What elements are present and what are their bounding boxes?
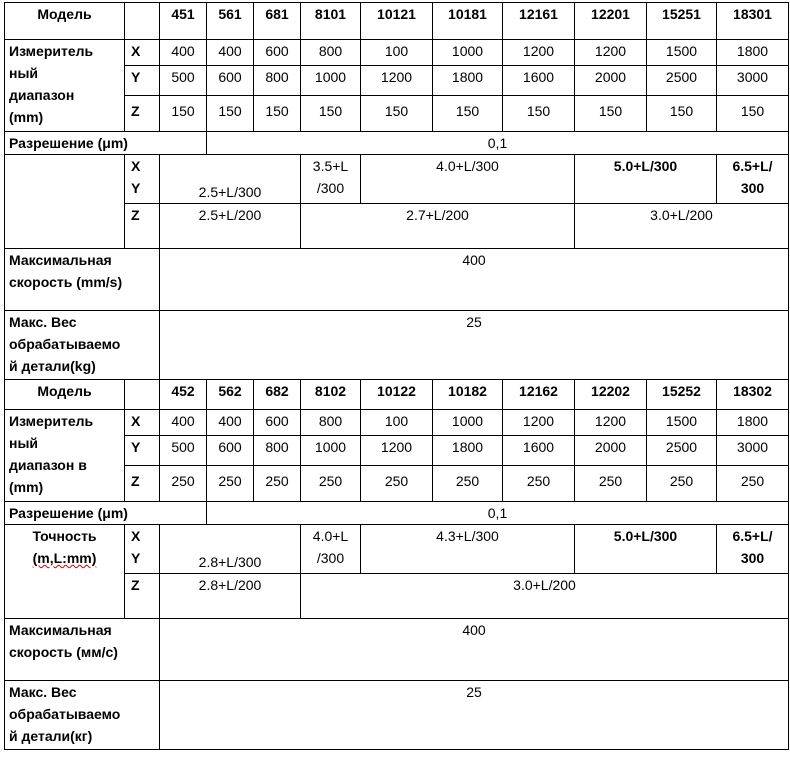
t1-y-cell: 600 bbox=[207, 66, 254, 96]
t2-z-cell: 250 bbox=[575, 466, 647, 502]
t2-resolution-row bbox=[5, 502, 789, 525]
t2-accuracy-xy-cell: 4.3+L/300 bbox=[361, 525, 575, 574]
t1-x-cell: 1800 bbox=[717, 40, 789, 66]
t1-y-cell: 1600 bbox=[503, 66, 575, 96]
t2-x-cell: 600 bbox=[254, 410, 301, 436]
t1-model-cell: 12201 bbox=[575, 3, 647, 40]
t1-model-cell: 451 bbox=[160, 3, 207, 40]
t2-z-cell: 250 bbox=[254, 466, 301, 502]
t1-z-cell: 150 bbox=[207, 96, 254, 132]
t1-z-cell: 150 bbox=[647, 96, 717, 132]
t2-model-cell: 12202 bbox=[575, 380, 647, 410]
t2-x-cell: 100 bbox=[361, 410, 433, 436]
t2-model-cell: 12162 bbox=[503, 380, 575, 410]
t1-z-cell: 150 bbox=[301, 96, 361, 132]
t1-range-label: Измеритель ный диапазон (mm) bbox=[5, 40, 125, 132]
t2-resolution-label: Разрешение (μm) bbox=[5, 502, 207, 525]
t2-z-cell: 250 bbox=[717, 466, 789, 502]
t1-model-cell: 18301 bbox=[717, 3, 789, 40]
t1-x-cell: 100 bbox=[361, 40, 433, 66]
t2-z-cell: 250 bbox=[301, 466, 361, 502]
t1-model-cell: 681 bbox=[254, 3, 301, 40]
t1-accuracy-xy-row bbox=[5, 155, 789, 204]
t2-model-cell: 10182 bbox=[433, 380, 503, 410]
t2-accuracy-xy-row bbox=[5, 525, 789, 574]
t1-accuracy-xy-cell: 4.0+L/300 bbox=[361, 155, 575, 204]
t1-speed-label: Максимальная скорость (mm/s) bbox=[5, 249, 160, 311]
t1-y-cell: 2000 bbox=[575, 66, 647, 96]
t1-z-cell: 150 bbox=[361, 96, 433, 132]
t2-resolution-value: 0,1 bbox=[207, 502, 789, 525]
t1-model-cell: 12161 bbox=[503, 3, 575, 40]
t1-weight-label: Макс. Вес обрабатываемо й детали(kg) bbox=[5, 311, 160, 380]
t1-z-cell: 150 bbox=[160, 96, 207, 132]
t2-model-cell: 452 bbox=[160, 380, 207, 410]
t1-model-cell: 10181 bbox=[433, 3, 503, 40]
t2-model-cell: 8102 bbox=[301, 380, 361, 410]
t2-x-cell: 1000 bbox=[433, 410, 503, 436]
t1-weight-value: 25 bbox=[160, 311, 789, 380]
t2-accuracy-xy-cell: 4.0+L /300 bbox=[301, 525, 361, 574]
t2-x-cell: 800 bbox=[301, 410, 361, 436]
t2-x-cell: 400 bbox=[160, 410, 207, 436]
t1-z-cell: 150 bbox=[575, 96, 647, 132]
t1-x-cell: 1000 bbox=[433, 40, 503, 66]
t2-axis-y: Y bbox=[125, 436, 160, 466]
t2-weight-value: 25 bbox=[160, 681, 789, 750]
t1-x-row bbox=[5, 40, 789, 66]
t1-speed-value: 400 bbox=[160, 249, 789, 311]
t1-accuracy-axes-xy: X Y bbox=[125, 155, 160, 204]
t1-model-cell: 561 bbox=[207, 3, 254, 40]
t2-x-cell: 1800 bbox=[717, 410, 789, 436]
spec-table bbox=[4, 2, 789, 750]
t1-y-cell: 1200 bbox=[361, 66, 433, 96]
t2-weight-row bbox=[5, 681, 789, 750]
t1-x-cell: 600 bbox=[254, 40, 301, 66]
t2-speed-row bbox=[5, 619, 789, 681]
t2-y-cell: 2000 bbox=[575, 436, 647, 466]
t1-x-cell: 1200 bbox=[503, 40, 575, 66]
t1-y-cell: 800 bbox=[254, 66, 301, 96]
t2-model-label: Модель bbox=[5, 380, 125, 410]
t1-y-cell: 1800 bbox=[433, 66, 503, 96]
t2-y-cell: 1200 bbox=[361, 436, 433, 466]
t2-z-cell: 250 bbox=[207, 466, 254, 502]
t1-model-cell: 15251 bbox=[647, 3, 717, 40]
t1-accuracy-label bbox=[5, 155, 125, 249]
t1-weight-row bbox=[5, 311, 789, 380]
t1-x-cell: 400 bbox=[160, 40, 207, 66]
t2-y-cell: 2500 bbox=[647, 436, 717, 466]
t1-accuracy-z-cell: 2.7+L/200 bbox=[301, 204, 575, 249]
t1-resolution-label: Разрешение (μm) bbox=[5, 132, 207, 155]
t2-model-row bbox=[5, 380, 789, 410]
t1-model-label: Модель bbox=[5, 3, 125, 40]
t2-z-cell: 250 bbox=[160, 466, 207, 502]
t2-y-cell: 1800 bbox=[433, 436, 503, 466]
t1-accuracy-z-cell: 2.5+L/200 bbox=[160, 204, 301, 249]
t2-speed-value: 400 bbox=[160, 619, 789, 681]
t2-y-cell: 800 bbox=[254, 436, 301, 466]
t1-resolution-row bbox=[5, 132, 789, 155]
t2-y-cell: 1600 bbox=[503, 436, 575, 466]
t2-range-label: Измеритель ный диапазон в (mm) bbox=[5, 410, 125, 502]
t2-x-row bbox=[5, 410, 789, 436]
t1-speed-row bbox=[5, 249, 789, 311]
t1-accuracy-xy-cell: 2.5+L/300 bbox=[160, 155, 301, 204]
t1-z-cell: 150 bbox=[503, 96, 575, 132]
t1-model-cell: 8101 bbox=[301, 3, 361, 40]
t2-model-cell: 10122 bbox=[361, 380, 433, 410]
t1-model-row bbox=[5, 3, 789, 40]
t2-z-cell: 250 bbox=[647, 466, 717, 502]
t1-x-cell: 400 bbox=[207, 40, 254, 66]
t2-accuracy-xy-cell: 5.0+L/300 bbox=[575, 525, 717, 574]
t2-y-cell: 500 bbox=[160, 436, 207, 466]
t1-accuracy-z-cell: 3.0+L/200 bbox=[575, 204, 789, 249]
t2-speed-label: Максимальная скорость (мм/с) bbox=[5, 619, 160, 681]
t1-y-cell: 3000 bbox=[717, 66, 789, 96]
t2-z-cell: 250 bbox=[433, 466, 503, 502]
t1-x-cell: 800 bbox=[301, 40, 361, 66]
t2-accuracy-xy-cell: 2.8+L/300 bbox=[160, 525, 301, 574]
t2-z-cell: 250 bbox=[361, 466, 433, 502]
t1-model-cell: 10121 bbox=[361, 3, 433, 40]
t2-model-cell: 562 bbox=[207, 380, 254, 410]
t2-accuracy-xy-cell: 6.5+L/ 300 bbox=[717, 525, 789, 574]
t1-y-cell: 500 bbox=[160, 66, 207, 96]
t1-axis-x: X bbox=[125, 40, 160, 66]
t2-accuracy-z-cell: 2.8+L/200 bbox=[160, 574, 301, 619]
t1-x-cell: 1200 bbox=[575, 40, 647, 66]
t2-accuracy-axis-z: Z bbox=[125, 574, 160, 619]
t2-weight-label: Макс. Вес обрабатываемо й детали(кг) bbox=[5, 681, 160, 750]
t1-x-cell: 1500 bbox=[647, 40, 717, 66]
t2-model-cell: 18302 bbox=[717, 380, 789, 410]
t1-accuracy-xy-cell: 3.5+L /300 bbox=[301, 155, 361, 204]
t1-axis-z: Z bbox=[125, 96, 160, 132]
t2-axis-z: Z bbox=[125, 466, 160, 502]
t1-z-cell: 150 bbox=[254, 96, 301, 132]
t2-accuracy-label: Точность (m,L:mm) bbox=[5, 525, 125, 619]
t2-accuracy-z-cell: 3.0+L/200 bbox=[301, 574, 789, 619]
t1-resolution-value: 0,1 bbox=[207, 132, 789, 155]
t2-x-cell: 1200 bbox=[503, 410, 575, 436]
t2-model-cell: 682 bbox=[254, 380, 301, 410]
t1-y-cell: 1000 bbox=[301, 66, 361, 96]
t2-x-cell: 400 bbox=[207, 410, 254, 436]
t2-accuracy-axes-xy: X Y bbox=[125, 525, 160, 574]
t2-x-cell: 1200 bbox=[575, 410, 647, 436]
t1-z-cell: 150 bbox=[717, 96, 789, 132]
t1-z-cell: 150 bbox=[433, 96, 503, 132]
t2-y-cell: 1000 bbox=[301, 436, 361, 466]
t2-x-cell: 1500 bbox=[647, 410, 717, 436]
t2-z-cell: 250 bbox=[503, 466, 575, 502]
t1-accuracy-xy-cell: 6.5+L/ 300 bbox=[717, 155, 789, 204]
t1-accuracy-axis-z: Z bbox=[125, 204, 160, 249]
t1-y-cell: 2500 bbox=[647, 66, 717, 96]
t2-axis-x: X bbox=[125, 410, 160, 436]
t2-y-cell: 600 bbox=[207, 436, 254, 466]
t1-accuracy-xy-cell: 5.0+L/300 bbox=[575, 155, 717, 204]
t2-y-cell: 3000 bbox=[717, 436, 789, 466]
t1-axis-y: Y bbox=[125, 66, 160, 96]
t2-model-cell: 15252 bbox=[647, 380, 717, 410]
